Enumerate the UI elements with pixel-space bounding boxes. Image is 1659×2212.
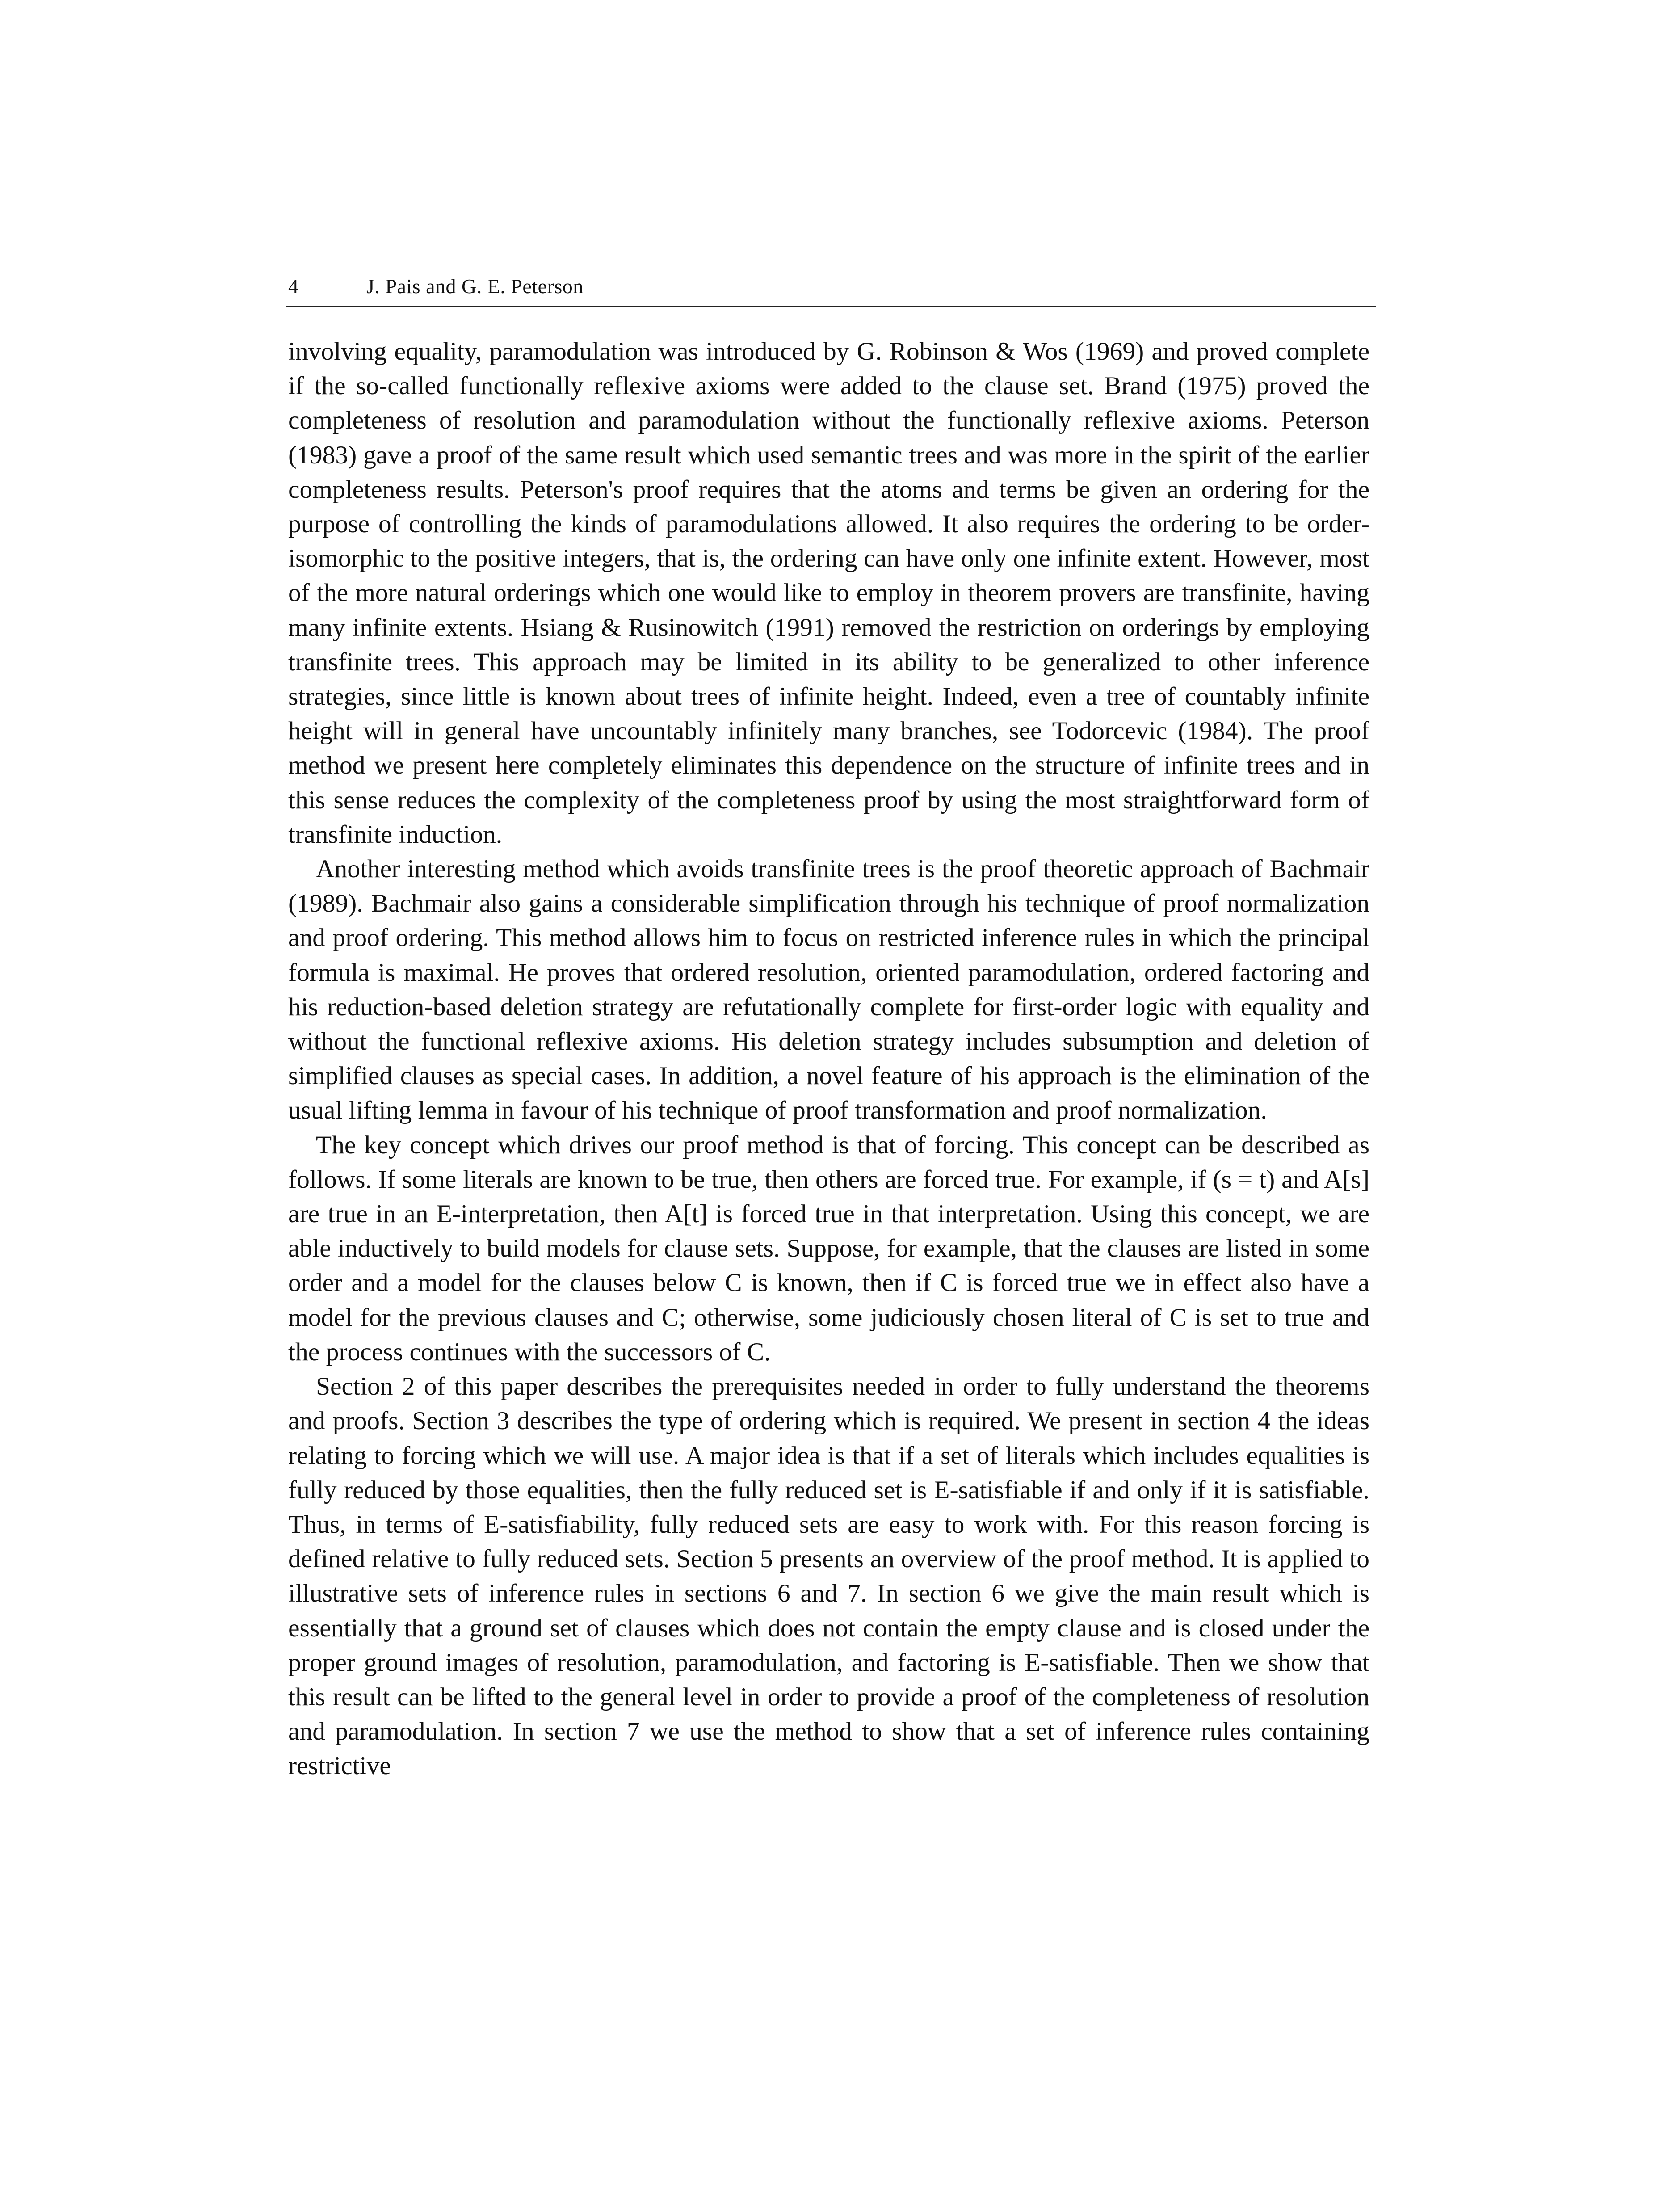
paragraph-2: Another interesting method which avoids transfinite trees is the proof theoretic approach of Bachmair (1989). Bachmair also gains a considerable simplification through his technique of proof normalization and proof ordering. This method allows him to focus on restricted inference rules in which the principal formula is maximal. He proves that ordered resolution, oriented paramodulation, ordered factoring and his reduction-based deletion strategy are refutationally complete for first-order logic with equality and without the functional reflexive axioms. His deletion strategy includes subsumption and deletion of simplified clauses as special cases. In addition, a novel feature of his approach is the elimination of the usual lifting lemma in favour of his technique of proof transformation and proof normalization.: [288, 855, 1369, 1125]
header-rule: [286, 306, 1376, 307]
paragraph-4: Section 2 of this paper describes the prerequisites needed in order to fully understand the theorems and proofs. Section 3 describes the type of ordering which is required. We present in section 4 the ideas relating to forcing which we will use. A major idea is that if a set of literals which includes equalities is fully reduced by those equalities, then the fully reduced set is E-satisfiable if and only if it is satisfiable. Thus, in terms of E-satisfiability, fully reduced sets are easy to work with. For this reason forcing is defined relative to fully reduced sets. Section 5 presents an overview of the proof method. It is applied to illustrative sets of inference rules in sections 6 and 7. In section 6 we give the main result which is essentially that a ground set of clauses which does not contain the empty clause and is closed under the proper ground images of resolution, paramodulation, and factoring is E-satisfiable. Then we show that this result can be lifted to the general level in order to provide a proof of the completeness of resolution and paramodulation. In section 7 we use the method to show that a set of inference rules containing restrictive: [288, 1372, 1369, 1780]
body-text: [288, 334, 1369, 1783]
running-head-authors: J. Pais and G. E. Peterson: [366, 275, 584, 298]
paragraph-3: The key concept which drives our proof method is that of forcing. This concept can be described as follows. If some literals are known to be true, then others are forced true. For example, if (s = t) and A[s] are true in an E-interpretation, then A[t] is forced true in that interpretation. Using this concept, we are able inductively to build models for clause sets. Suppose, for example, that the clauses are listed in some order and a model for the clauses below C is known, then if C is forced true we in effect also have a model for the previous clauses and C; otherwise, some judiciously chosen literal of C is set to true and the process continues with the successors of C.: [288, 1131, 1369, 1366]
running-header: [286, 270, 1376, 311]
page-number: 4: [288, 275, 298, 298]
paragraph-1: involving equality, paramodulation was introduced by G. Robinson & Wos (1969) and proved complete if the so-called functionally reflexive axioms were added to the clause set. Brand (1975) proved the completeness of resolution and paramodulation without the functionally reflexive axioms. Peterson (1983) gave a proof of the same result which used semantic trees and was more in the spirit of the earlier completeness results. Peterson's proof requires that the atoms and terms be given an ordering for the purpose of controlling the kinds of paramodulations allowed. It also requires the ordering to be order-isomorphic to the positive integers, that is, the ordering can have only one infinite extent. However, most of the more natural orderings which one would like to employ in theorem provers are transfinite, having many infinite extents. Hsiang & Rusinowitch (1991) removed the restriction on orderings by employing transfinite trees. This approach may be limited in its ability to be generalized to other inference strategies, since little is known about trees of infinite height. Indeed, even a tree of countably infinite height will in general have uncountably infinitely many branches, see Todorcevic (1984). The proof method we present here completely eliminates this dependence on the structure of infinite trees and in this sense reduces the complexity of the completeness proof by using the most straightforward form of transfinite induction.: [288, 337, 1369, 849]
